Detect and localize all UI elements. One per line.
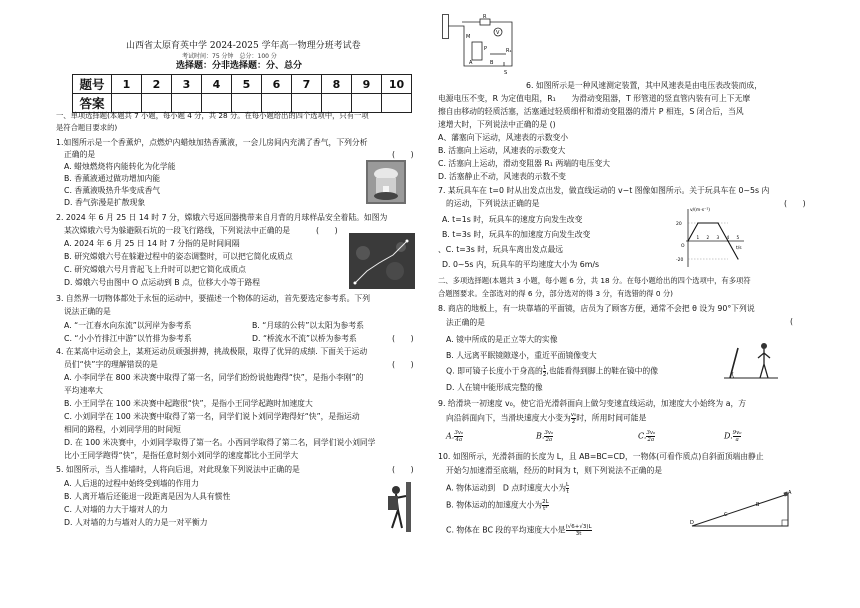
section2-instructions-2: 合题图要求。全部选对的得 6 分，部分选对的得 3 分，有选错的得 0 分) bbox=[438, 289, 674, 298]
q6-stem: 擦自由移动的轻质活塞，活塞通过轻质细杆和滑动变阻器的滑片 P 相连，S 闭合后，当风 bbox=[438, 107, 744, 116]
fraction bbox=[544, 430, 553, 443]
vt-x-tick-label: 3 bbox=[716, 235, 720, 240]
q4-option-d-cont: 比小王同学跑得“快”，是指任意时刻小刘同学的速度都比小王同学大 bbox=[64, 451, 299, 460]
vt-y-tick-label: -20 bbox=[676, 258, 684, 263]
circuit-label-b: B bbox=[490, 60, 494, 66]
fraction bbox=[646, 430, 655, 443]
vt-x-tick-label: 4 bbox=[726, 235, 730, 240]
q6-stem: 电源电压不变，R 为定值电阻，R₁ 为滑动变阻器，T 形管道的竖直管内装有可上下无摩 bbox=[438, 94, 751, 103]
answer-table-number: 5 bbox=[232, 75, 262, 94]
q1-stem: 1.如图所示是一个香薰炉，点燃炉内蜡烛加热香薰液，一会儿房间内充满了香气，下列分析 bbox=[56, 138, 368, 147]
q1-stem: 正确的是 bbox=[64, 150, 96, 159]
q9-option-c bbox=[638, 430, 655, 443]
answer-table-number: 7 bbox=[292, 75, 322, 94]
q10-option-c bbox=[446, 524, 592, 537]
q2-option-a: A. 2024 年 6 月 25 日 14 时 7 分指的是时间间隔 bbox=[64, 239, 240, 248]
vt-origin-label: O bbox=[681, 244, 685, 249]
incline-diagram bbox=[688, 490, 792, 530]
fraction-numerator: 3v₀ bbox=[544, 430, 554, 436]
answer-table-label-answer: 答案 bbox=[73, 94, 112, 113]
answer-table bbox=[72, 74, 412, 113]
q4-option-a-cont: 平均速率大 bbox=[64, 386, 103, 395]
q6-option-d: D. 活塞静止不动，风速表的示数不变 bbox=[438, 172, 566, 181]
q2-answer-paren: ( ) bbox=[316, 226, 338, 235]
q10-option-a bbox=[446, 482, 569, 495]
q8-option-c-text: Q. 即可镜子长度小于身高的 bbox=[446, 366, 543, 376]
q1-answer-paren: ( ) bbox=[392, 150, 414, 159]
q9-option-b bbox=[536, 430, 553, 443]
q4-answer-paren: ( ) bbox=[392, 360, 414, 369]
fraction-denominator: t bbox=[566, 489, 569, 495]
q6-option-c: C. 活塞向上运动，滑动变阻器 R₁ 两端的电压变大 bbox=[438, 159, 611, 168]
fraction-denominator: 3t bbox=[575, 531, 582, 537]
q8-option-d: D. 人在镜中能形成完整的像 bbox=[446, 383, 543, 392]
q3-answer-paren: ( ) bbox=[392, 334, 414, 343]
q9-stem-text-end: 时，所用时间可能是 bbox=[576, 413, 647, 423]
q6-option-b: B. 活塞向上运动，风速表的示数变大 bbox=[438, 146, 566, 155]
incline-label-c: C bbox=[724, 512, 728, 518]
q3-option-a: A. “一江春水向东流”以河岸为参考系 bbox=[64, 321, 192, 330]
q5-answer-paren: ( ) bbox=[392, 465, 414, 474]
answer-table-number: 2 bbox=[142, 75, 172, 94]
vt-data-point bbox=[687, 240, 688, 241]
q2-option-d: D. 嫦娥六号由图中 O 点运动到 B 点，位移大小等于路程 bbox=[64, 278, 261, 287]
mirror-and-person-diagram bbox=[720, 336, 780, 380]
circuit-label-s: S bbox=[504, 70, 508, 76]
q10-option-b bbox=[446, 499, 549, 512]
vt-data-point bbox=[737, 258, 738, 259]
q5-option-a: A. 人后退的过程中始终受到墙的作用力 bbox=[64, 479, 199, 488]
circuit-label-a: A bbox=[469, 60, 473, 66]
option-letter: A. bbox=[446, 431, 455, 441]
q4-option-d: D. 在 100 米决赛中，小刘同学取得了第一名。小西同学取得了第二名，同学们说小刘同学 bbox=[64, 438, 376, 447]
incline-label-d: D bbox=[690, 520, 694, 526]
fraction-denominator: 4a bbox=[455, 437, 463, 443]
exam-title: 山西省太原育英中学 2024-2025 学年高一物理分班考试卷 bbox=[126, 41, 361, 51]
fraction-denominator: 2 bbox=[571, 419, 576, 425]
q7-option-d: D. 0~5s 内，玩具车的平均速度大小为 6m/s bbox=[442, 260, 600, 269]
vt-data-point bbox=[697, 222, 698, 223]
q2-option-c: C. 研究嫦娥六号月背起飞上升时可以把它简化成质点 bbox=[64, 265, 246, 274]
score-line: 选择题：分非选择题：分、总分 bbox=[176, 61, 303, 71]
lunar-flight-path-image bbox=[349, 233, 415, 289]
q1-option-d: D. 香气弥漫是扩散现象 bbox=[64, 198, 146, 207]
answer-table-number: 1 bbox=[112, 75, 142, 94]
answer-table-label-number: 题号 bbox=[73, 75, 112, 94]
q2-stem: 某次嫦娥六号为躲避陨石坑的一段飞行路线，下列说法中正确的是 bbox=[64, 226, 291, 235]
fraction bbox=[454, 430, 463, 443]
q1-option-a: A. 蜡烛燃烧将内能转化为化学能 bbox=[64, 162, 176, 171]
vt-y-tick-label: 20 bbox=[676, 222, 682, 227]
q7-option-a: A. t=1s 时，玩具车的速度方向发生改变 bbox=[442, 215, 583, 224]
fraction-numerator: 3v₀ bbox=[646, 430, 656, 436]
q8-option-c-text-end: ,也能看得到脚上的鞋在镜中的像 bbox=[546, 366, 658, 376]
q6-stem: 速增大时，下列说法中正确的是 () bbox=[438, 120, 556, 129]
q7-stem: 的运动，下列说法正确的是 bbox=[446, 199, 540, 208]
section1-instructions-2: 是符合题目要求的) bbox=[56, 123, 118, 132]
q5-option-b: B. 人离开墙后还能退一段距离是因为人具有惯性 bbox=[64, 492, 231, 501]
fraction-numerator: 2L bbox=[542, 499, 549, 505]
q8-option-c bbox=[446, 365, 658, 378]
q10-stem: 开始匀加速滑至底端，经历的时间为 t，则下列说法不正确的是 bbox=[446, 466, 663, 475]
q10-option-c-text: C. 物体在 BC 段的平均速度大小是 bbox=[446, 525, 566, 535]
vt-x-tick-label: 1 bbox=[696, 235, 700, 240]
circuit-label-r1: R₁ bbox=[506, 48, 512, 54]
q9-stem: 9. 给滑块一初速度 v₀，使它沿光滑斜面向上做匀变速直线运动，加速度大小始终为 a，方 bbox=[438, 399, 747, 408]
q7-stem: 7. 某玩具车在 t=0 时从出发点出发，做直线运动的 v−t 图像如图所示。关于玩具车在 0~5s 内 bbox=[438, 186, 770, 195]
answer-cell[interactable] bbox=[382, 94, 412, 113]
fraction-denominator: 2a bbox=[647, 437, 655, 443]
section2-instructions-1: 二、多项选择题(本题共 3 小题，每小题 6 分，共 18 分。在每小题给出的四个选项中，有多项符 bbox=[438, 276, 751, 285]
incline-label-b: B bbox=[756, 502, 760, 508]
option-letter: D. bbox=[724, 431, 733, 441]
circuit-label-p: P bbox=[484, 46, 488, 52]
q3-stem: 说法正确的是 bbox=[64, 307, 111, 316]
fraction bbox=[566, 482, 569, 495]
q8-option-a: A. 镜中所成的是正立等大的实像 bbox=[446, 335, 558, 344]
q7-option-c: 、C. t=3s 时，玩具车离出发点最远 bbox=[438, 245, 564, 254]
vt-x-tick-label: 2 bbox=[706, 235, 710, 240]
q2-option-b: B. 研究嫦娥六号在躲避过程中的姿态调整时，可以把它简化成质点 bbox=[64, 252, 293, 261]
fraction bbox=[733, 430, 742, 443]
answer-table-number: 4 bbox=[202, 75, 232, 94]
fraction-denominator: t² bbox=[543, 506, 548, 512]
q10-option-b-text: B. 物体运动的加速度大小为 bbox=[446, 500, 543, 510]
q9-option-d bbox=[724, 430, 741, 443]
vt-data-point bbox=[717, 222, 718, 223]
circuit-label-r: R bbox=[483, 14, 487, 20]
q7-option-b: B. t=3s 时，玩具车的加速度方向发生改变 bbox=[442, 230, 591, 239]
fraction-numerator: 9v₀ bbox=[732, 430, 742, 436]
q8-stem: 8. 商店的地板上，有一块靠墙的平面镜，店员为了顾客方便，通常不会把 θ 设为 90°下列说 bbox=[438, 304, 755, 313]
q4-option-a: A. 小李同学在 800 米决赛中取得了第一名，同学们纷纷说他跑得“快”，是指小李刚”的 bbox=[64, 373, 364, 382]
answer-table-header-row bbox=[73, 75, 412, 94]
section1-instructions-1: 一、单项选择题(本题共 7 小题，每小题 4 分，共 28 分。在每小题给出的四个选项中，只有一项 bbox=[56, 111, 369, 120]
q8-stem: 法正确的是 bbox=[446, 318, 485, 327]
q7-answer-paren: ( ) bbox=[784, 199, 806, 208]
q5-option-d: D. 人对墙的力与墙对人的力是一对平衡力 bbox=[64, 518, 208, 527]
option-letter: B. bbox=[536, 431, 545, 441]
q5-option-c: C. 人对墙的力大于墙对人的力 bbox=[64, 505, 168, 514]
vt-data-point bbox=[727, 240, 728, 241]
q4-option-b: B. 小王同学在 100 米决赛中起跑很“快”，是指小王同学起跑时加速度大 bbox=[64, 399, 313, 408]
q5-stem: 5. 如图所示，当人推墙时，人将向后退，对此现象下列说法中正确的是 bbox=[56, 465, 300, 474]
vt-x-axis-label: t/s bbox=[736, 246, 742, 251]
answer-table-number: 6 bbox=[262, 75, 292, 94]
answer-table-number: 8 bbox=[322, 75, 352, 94]
circuit-label-m: M bbox=[466, 34, 471, 40]
vt-y-axis-label: v/(m·s⁻¹) bbox=[690, 208, 711, 213]
option-letter: C. bbox=[638, 431, 647, 441]
q4-option-c-cont: 相同的路程，小刘同学用的时间短 bbox=[64, 425, 181, 434]
fraction-denominator: 2 bbox=[542, 372, 547, 378]
fraction-denominator: 2a bbox=[545, 437, 553, 443]
wind-speed-circuit-diagram bbox=[442, 14, 518, 76]
q4-stem: 员们“快”字的理解错误的是 bbox=[64, 360, 158, 369]
vt-x-tick-label: 5 bbox=[736, 235, 740, 240]
q10-stem: 10. 如图所示，光滑斜面的长度为 L，且 AB=BC=CD，一物体(可看作质点)自斜面顶端由静止 bbox=[438, 452, 764, 461]
q10-option-a-text: A. 物体运动到 D 点时速度大小为 bbox=[446, 483, 566, 493]
circuit-label-v: V bbox=[496, 30, 500, 36]
fraction-numerator: (√6+√3)L bbox=[565, 524, 592, 530]
answer-table-number: 3 bbox=[172, 75, 202, 94]
q9-stem-text: 向沿斜面向下，当滑块速度大小变为 bbox=[446, 413, 571, 423]
incense-burner-photo bbox=[366, 160, 406, 204]
q2-stem: 2. 2024 年 6 月 25 日 14 时 7 分，嫦娥六号返回器携带来自月背的月球样品安全着陆。如图为 bbox=[56, 213, 388, 222]
fraction-denominator: a bbox=[735, 437, 739, 443]
q9-option-a bbox=[446, 430, 463, 443]
fraction bbox=[566, 524, 592, 537]
q9-stem-line2 bbox=[446, 412, 646, 425]
fraction-numerator: 3v₀ bbox=[454, 430, 464, 436]
q4-option-c: C. 小刘同学在 100 米决赛中取得了第一名，同学们说卜刘同学跑得好“快”，是指运动 bbox=[64, 412, 360, 421]
vt-graph bbox=[676, 205, 748, 271]
answer-table-number: 9 bbox=[352, 75, 382, 94]
q3-option-d: D. “桥流水不流”以桥为参考系 bbox=[252, 334, 357, 343]
q3-option-c: C. “小小竹排江中游”以竹排为参考系 bbox=[64, 334, 192, 343]
q8-answer-paren: ( bbox=[790, 317, 794, 326]
q6-stem: 6. 如图所示是一种风速测定装置，其中风速表是由电压表改装而成， bbox=[526, 81, 763, 90]
q1-option-b: B. 香薰液通过做功增加内能 bbox=[64, 174, 161, 183]
fraction-numerator: 1 bbox=[542, 365, 547, 371]
fraction-numerator: v₀ bbox=[570, 412, 577, 418]
q1-option-c: C. 香薰液吸热升华变成香气 bbox=[64, 186, 161, 195]
q3-option-b: B. “月球的公转”以太阳为参考系 bbox=[252, 321, 364, 330]
person-pushing-wall-illustration bbox=[386, 482, 414, 532]
incline-label-a: A bbox=[788, 490, 792, 496]
fraction-numerator: L bbox=[566, 482, 570, 488]
q4-stem: 4. 在某高中运动会上，某班运动员顽强拼搏，挑战极限，取得了优异的成绩. 下面关于运动 bbox=[56, 347, 368, 356]
answer-table-number: 10 bbox=[382, 75, 412, 94]
q6-option-a: A、藩塞向下运动，风速表的示数变小 bbox=[438, 133, 569, 142]
q8-option-b: B. 人远离平眠镜隙遂小，重近平面镜像变大 bbox=[446, 351, 597, 360]
exam-meta: 考试时间：75 分钟 总分：100 分 bbox=[182, 53, 277, 60]
fraction bbox=[542, 499, 549, 512]
q3-stem: 3. 自然界一切物体都处于永恒的运动中，要描述一个物体的运动，首先要选定参考系。下列 bbox=[56, 294, 370, 303]
